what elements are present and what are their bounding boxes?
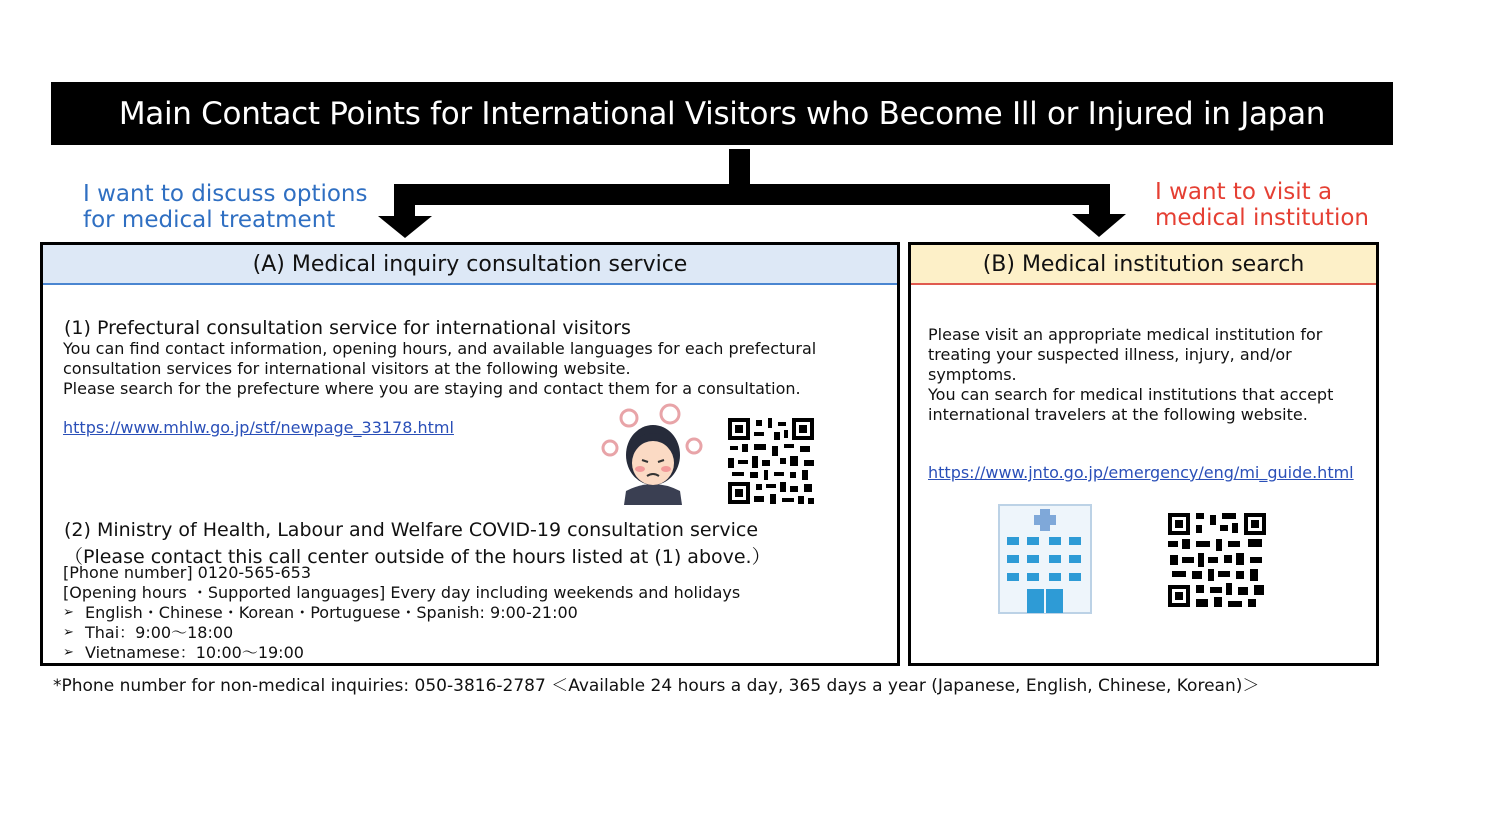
panel-institution-search <box>908 242 1379 666</box>
option-label-line: I want to visit a <box>1155 179 1333 205</box>
body-line: Please visit an appropriate medical institution for <box>928 325 1323 344</box>
section-2-title: (2) Ministry of Health, Labour and Welfare COVID-19 consultation service <box>64 519 759 541</box>
body-line: consultation services for international visitors at the following website. <box>63 359 631 378</box>
bullet-arrow-icon: ➢ <box>63 605 74 620</box>
diagram-title: Main Contact Points for International Visitors who Become Ill or Injured in Japan <box>51 82 1393 145</box>
list-item <box>63 603 740 623</box>
footnote-non-medical-phone: *Phone number for non-medical inquiries: 050-3816-2787 ＜Available 24 hours a day, 365 days a year (Japanese, English, Chinese, Korean)＞ <box>53 676 1260 696</box>
panel-a-header: (A) Medical inquiry consultation service <box>43 245 897 285</box>
option-label-discuss <box>83 181 368 233</box>
sick-person-icon <box>598 403 710 505</box>
body-line: Please search for the prefecture where you are staying and contact them for a consultation. <box>63 379 801 398</box>
list-item-text: Vietnamese：10:00〜19:00 <box>85 643 304 662</box>
list-item <box>63 643 740 663</box>
phone-number-line: [Phone number] 0120-565-653 <box>63 563 312 582</box>
panel-b-header: (B) Medical institution search <box>911 245 1376 285</box>
body-line: You can search for medical institutions that accept <box>928 385 1334 404</box>
body-line: symptoms. <box>928 365 1017 384</box>
hospital-building-icon <box>997 503 1093 615</box>
option-label-line: I want to discuss options <box>83 181 368 207</box>
option-label-visit <box>1155 179 1369 231</box>
qr-code-icon <box>728 418 814 504</box>
body-line: You can find contact information, opening hours, and available languages for each prefectural <box>63 339 817 358</box>
mhlw-link[interactable]: https://www.mhlw.go.jp/stf/newpage_33178.html <box>63 418 454 437</box>
section-2-subtitle: （Please contact this call center outside of the hours listed at (1) above.） <box>64 546 771 568</box>
list-item <box>63 623 740 643</box>
arrow-down-icon <box>1072 214 1126 237</box>
connector-bar <box>394 184 1110 205</box>
opening-hours-line: [Opening hours ・Supported languages] Every day including weekends and holidays <box>63 583 741 602</box>
section-1-title: (1) Prefectural consultation service for international visitors <box>64 317 631 339</box>
jnto-link[interactable]: https://www.jnto.go.jp/emergency/eng/mi_guide.html <box>928 463 1354 482</box>
body-line: treating your suspected illness, injury, and/or <box>928 345 1292 364</box>
bullet-arrow-icon: ➢ <box>63 645 74 660</box>
qr-code-icon <box>1168 513 1266 607</box>
arrow-down-icon <box>378 216 432 238</box>
panel-b-body <box>928 325 1333 425</box>
connector-left-drop <box>394 184 415 220</box>
option-label-line: medical institution <box>1155 205 1369 231</box>
list-item-text: English・Chinese・Korean・Portuguese・Spanish: 9:00-21:00 <box>85 603 578 622</box>
section-1-body <box>63 339 816 399</box>
bullet-arrow-icon: ➢ <box>63 625 74 640</box>
section-2-details <box>63 563 740 663</box>
body-line: international travelers at the following website. <box>928 405 1308 424</box>
list-item-text: Thai：9:00〜18:00 <box>85 623 234 642</box>
connector-stem <box>729 149 750 185</box>
panel-consultation-service <box>40 242 900 666</box>
option-label-line: for medical treatment <box>83 207 336 233</box>
